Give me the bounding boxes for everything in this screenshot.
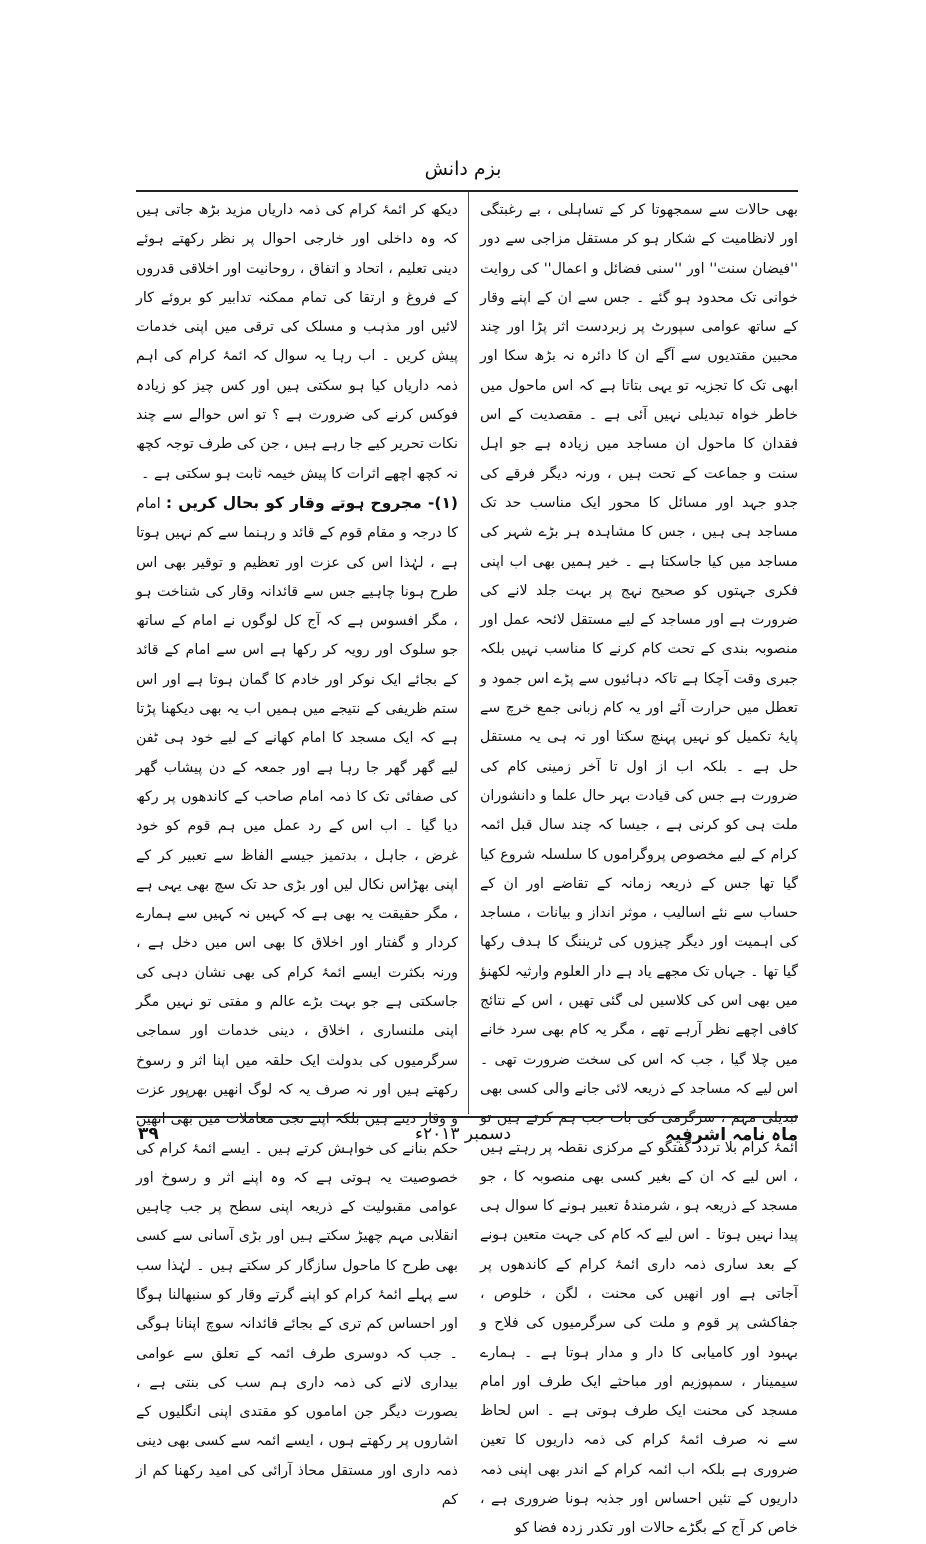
left-column-paragraph-2-text: امام کا درجہ و مقام قوم کے قائد و رہنما سے کم نہیں ہوتا ہے ، لہٰذا اس کی عزت اور تعظیم و توقیر بھی اس طرح ہونا چاہیے جس سے قائدانہ وقار کی شناخت ہو ، مگر افسوس ہے کہ آج کل لوگوں نے امام کے ساتھ جو سلوک اور رویہ کر رکھا ہے اس سے امام کے قائد کے بجائے ایک نوکر اور خادم کا گمان ہوتا ہے اور اس ستم ظریفی کے نتیجے میں ہمیں اب یہ بھی دیکھنا پڑتا ہے کہ ایک مسجد کا امام کھانے کے لیے خود ہی ٹفن لیے گھر گھر جا رہا ہے اور جمعہ کے دن پیشاب گھر کی صفائی تک کا ذمہ امام صاحب کے کاندھوں پر رکھ دیا گیا ۔ اب اس کے رد عمل میں ہم قوم کو خود غرض ، جاہل ، بدتمیز جیسے الفاظ سے تعبیر کر کے اپنی بھڑاس نکال لیں اور بڑی حد تک سچ بھی یہی ہے ، مگر حقیقت یہ بھی ہے کہ کہیں نہ کہیں سے ہمارے کردار و گفتار اور اخلاق کا بھی اس میں دخل ہے ، ورنہ بکثرت ایسے ائمۂ کرام کی بھی نشان دہی کی جاسکتی ہے جو بہت بڑے عالم و مفتی تو نہیں مگر اپنی ملنساری ، اخلاق ، دینی خدمات اور سماجی سرگرمیوں کی بدولت ایک حلقہ میں اپنا اثر و رسوخ رکھتے ہیں اور نہ صرف یہ کہ لوگ انھیں بھرپور عزت و وقار دیتے ہیں بلکہ اپنے نجی معاملات میں بھی انھیں حکم بنانے کی خواہش کرتے ہیں ۔ ایسے ائمۂ کرام کی خصوصیت یہ ہوتی ہے کہ وہ اپنے اثر و رسوخ اور عوامی مقبولیت کے ذریعہ اپنی سطح پر جب چاہیں انقلابی مہم چھیڑ سکتے ہیں اور بڑی آسانی سے کسی بھی طرح کا ماحول سازگار کر سکتے ہیں ۔ لہٰذا سب سے پہلے ائمۂ کرام کو اپنے گرتے وقار کو سنبھالنا ہوگا اور احساس کم تری کے بجائے قائدانہ سوچ اپنانا ہوگی ۔ جب کہ دوسری طرف ائمہ کے تعلق سے عوامی بیداری لانے کی ذمہ داری ہم سب کی بنتی ہے ، بصورت دیگر جن اماموں کو مقتدی اپنی انگلیوں کے اشاروں پر رکھتے ہوں ، ایسے ائمہ سے کسی بھی دینی ذمہ داری اور مستقل محاذ آرائی کی امید رکھنا کم از کم [136, 495, 458, 1509]
left-column-paragraph-1: دیکھ کر ائمۂ کرام کی ذمہ داریاں مزید بڑھ جاتی ہیں کہ وہ داخلی اور خارجی احوال پر نظر رکھتے ہوئے دینی تعلیم ، اتحاد و اتفاق ، روحانیت اور اخلاقی قدروں کے فروغ و ارتقا کی تمام ممکنہ تدابیر کو بروئے کار لائیں اور مذہب و مسلک کی ترقی میں اپنی خدمات پیش کریں ۔ اب رہا یہ سوال کہ ائمۂ کرام کی اہم ذمہ داریاں کیا ہو سکتی ہیں اور کس چیز کو زیادہ فوکس کرنے کی ضرورت ہے ؟ تو اس حوالے سے چند نکات تحریر کیے جا رہے ہیں ، جن کی طرف توجہ کچھ نہ کچھ اچھے اثرات کا پیش خیمہ ثابت ہو سکتی ہے ۔ [136, 202, 458, 482]
left-column-paragraph-2 [136, 489, 458, 1515]
footer-rule [136, 1116, 798, 1118]
magazine-name: ماہ نامہ اشرفیہ [664, 1125, 798, 1145]
section-subheading: (۱)- مجروح ہوتے وقار کو بحال کریں : [165, 493, 458, 512]
page-number: ۳۹ [138, 1124, 159, 1144]
right-column-paragraph: بھی حالات سے سمجھوتا کر کے تساہلی ، بے رغبتگی اور لانظامیت کے شکار ہو کر مستقل مزاجی سے دور ''فیضان سنت'' اور ''سنی فضائل و اعمال'' کی روایت خوانی تک محدود ہو گئے ۔ جس سے ان کے اپنے وقار کے ساتھ عوامی سپورٹ پر زبردست اثر پڑا اور چند محبین مقتدیوں سے آگے ان کا دائرہ نہ بڑھ سکا اور ابھی تک کا تجزیہ تو یہی بتاتا ہے کہ اس ماحول میں خاطر خواہ تبدیلی نہیں آئی ہے ۔ مقصدیت کے اس فقدان کا ماحول ان مساجد میں زیادہ ہے جو اہل سنت و جماعت کے تحت ہیں ، ورنہ دیگر فرقے کی جدو جہد اور مسائل کا محور ایک مناسب حد تک مساجد ہی ہیں ، جس کا مشاہدہ ہر بڑے شہر کی مساجد میں کیا جاسکتا ہے ۔ خیر ہمیں بھی اب اپنی فکری جہتوں کو صحیح نہج پر بہت جلد لانے کی ضرورت ہے اور مساجد کے لیے مستقل لائحہ عمل اور منصوبہ بندی کے تحت کام کرنے کا مناسب نہیں بلکہ جبری وقت آچکا ہے تاکہ دہائیوں سے پڑے اس جمود و تعطل میں حرارت آئے اور یہ کام زبانی جمع خرچ سے پایۂ تکمیل کو نہیں پہنچ سکتا اور نہ ہی یہ مستقل حل ہے ۔ بلکہ اب از اول تا آخر زمینی کام کی ضرورت ہے جس کی قیادت بہر حال علما و دانشوران ملت ہی کو کرنی ہے ، جیسا کہ چند سال قبل ائمہ کرام کے لیے مخصوص پروگراموں کا سلسلہ شروع کیا گیا تھا جس کے ذریعہ زمانہ کے تقاضے اور ان کے حساب سے نئے اسالیب ، موثر انداز و بیانات ، مساجد کی اہمیت اور دیگر چیزوں کی ٹریننگ کا ہدف رکھا گیا تھا ۔ جہاں تک مجھے یاد ہے دار العلوم وارثیہ لکھنؤ میں بھی اس کی کلاسیں لی گئی تھیں ، اس کے نتائج کافی اچھے نظر آرہے تھے ، مگر یہ کام بھی سرد خانے میں چلا گیا ، جب کہ اس کی سخت ضرورت تھی ۔ اس لیے کہ مساجد کے ذریعہ لائی جانے والی کسی بھی تبدیلی مہم ، سرگرمی کی بات جب ہم کرتے ہیں تو ائمۂ کرام بلا تردد گفتگو کے مرکزی نقطہ پر رہتے ہیں ، اس لیے کہ ان کے بغیر کسی بھی منصوبہ کا ، جو مسجد کے ذریعہ ہو ، شرمندۂ تعبیر ہونے کا سوال ہی پیدا نہیں ہوتا ۔ اس لیے کہ کام کی جہت متعین ہونے کے بعد ساری ذمہ داری ائمۂ کرام کے کاندھوں پر آجاتی ہے اور انھیں کی محنت ، لگن ، خلوص ، جفاکشی پر قوم و ملت کی سرگرمیوں کی فلاح و بہبود اور کامیابی کا دار و مدار ہوتا ہے ۔ ہمارے سیمینار ، سمپوزیم اور مباحثے ایک طرف اور امام مسجد کی محنت ایک طرف ہوتی ہے ۔ اس لحاظ سے نہ صرف ائمۂ کرام کی ذمہ داریوں کا تعین ضروری ہے بلکہ اب ائمہ کرام کے اندر بھی اپنی ذمہ داریوں کے تئیں احساس اور جذبہ ہونا ضروری ہے ، خاص کر آج کے بگڑے حالات اور تکدر زدہ فضا کو [480, 202, 798, 1537]
section-title: بزم دانش [424, 158, 502, 180]
issue-date: دسمبر ۲۰۱۳ء [414, 1124, 512, 1144]
column-divider [468, 192, 469, 1114]
header-rule [136, 190, 798, 192]
